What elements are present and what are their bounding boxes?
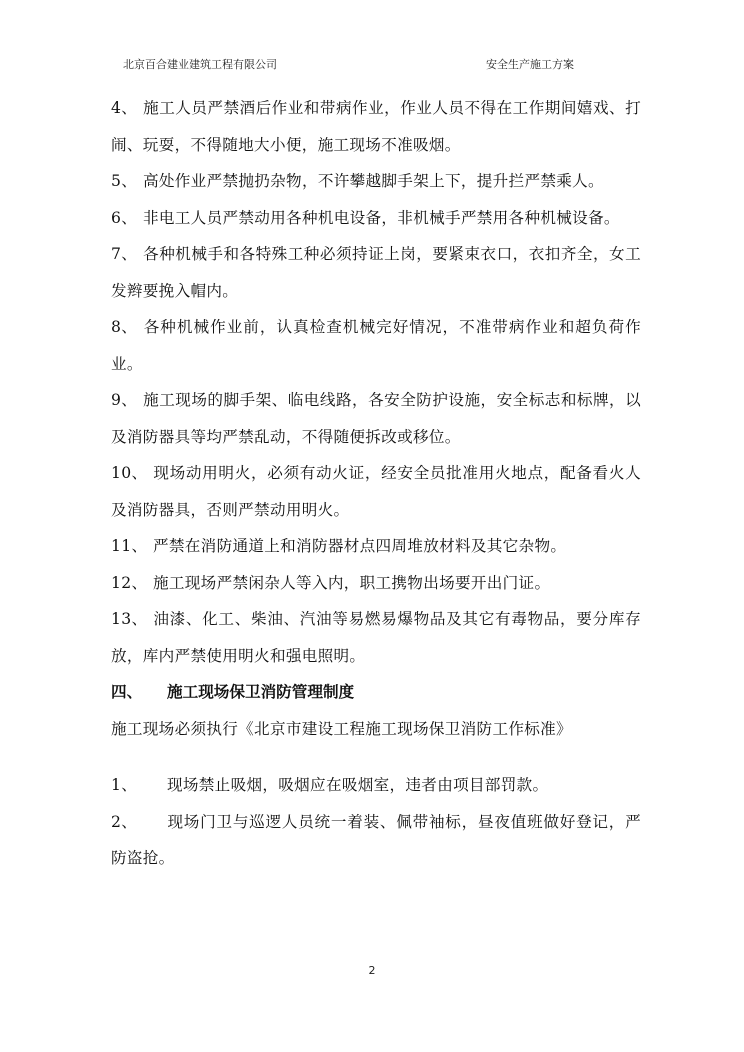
rule-number: 13、 bbox=[111, 610, 148, 628]
rule-number: 7、 bbox=[111, 245, 138, 263]
section-item bbox=[111, 804, 641, 877]
rule-number: 8、 bbox=[111, 318, 138, 336]
section-title: 施工现场保卫消防管理制度 bbox=[167, 683, 355, 701]
section-number: 四、 bbox=[111, 683, 143, 701]
rule-text: 施工现场的脚手架、临电线路，各安全防护设施，安全标志和标牌，以及消防器具等均严禁乱动，不得随便拆改或移位。 bbox=[111, 391, 641, 446]
section-item-number: 1、 bbox=[111, 776, 138, 794]
rule-text: 施工人员严禁酒后作业和带病作业，作业人员不得在工作期间嬉戏、打闹、玩耍，不得随地大小便，施工现场不准吸烟。 bbox=[111, 99, 641, 154]
rule-text: 严禁在消防通道上和消防器材点四周堆放材料及其它杂物。 bbox=[153, 537, 567, 555]
section-heading bbox=[111, 674, 641, 711]
section-item-text: 现场禁止吸烟，吸烟应在吸烟室，违者由项目部罚款。 bbox=[167, 776, 549, 794]
page-header bbox=[0, 56, 744, 76]
section-item-text: 现场门卫与巡逻人员统一着装、佩带袖标，昼夜值班做好登记，严防盗抢。 bbox=[111, 812, 641, 867]
header-document-title: 安全生产施工方案 bbox=[486, 58, 574, 71]
rule-text: 非电工人员严禁动用各种机电设备，非机械手严禁用各种机械设备。 bbox=[143, 208, 620, 227]
section-item-number: 2、 bbox=[111, 812, 138, 831]
rule-text: 现场动用明火，必须有动火证，经安全员批准用火地点，配备看火人及消防器具，否则严禁动用明火。 bbox=[111, 464, 641, 519]
rule-number: 12、 bbox=[111, 573, 148, 592]
header-company-name: 北京百合建业建筑工程有限公司 bbox=[123, 58, 277, 71]
rule-item bbox=[111, 382, 641, 455]
rule-item bbox=[111, 565, 641, 602]
section-item bbox=[111, 767, 641, 804]
rule-item bbox=[111, 90, 641, 163]
paragraph-gap bbox=[111, 747, 641, 767]
rule-text: 施工现场严禁闲杂人等入内，职工携物出场要开出门证。 bbox=[153, 573, 551, 592]
rule-item bbox=[111, 200, 641, 237]
section-intro: 施工现场必须执行《北京市建设工程施工现场保卫消防工作标准》 bbox=[111, 719, 572, 738]
rule-number: 11、 bbox=[111, 537, 148, 555]
rule-text: 各种机械作业前，认真检查机械完好情况，不准带病作业和超负荷作业。 bbox=[111, 318, 641, 373]
rule-item bbox=[111, 236, 641, 309]
rule-item bbox=[111, 455, 641, 528]
rule-number: 6、 bbox=[111, 208, 138, 227]
page-number: 2 bbox=[368, 964, 376, 977]
rule-text: 各种机械手和各特殊工种必须持证上岗，要紧束衣口，衣扣齐全，女工发辫要挽入帽内。 bbox=[111, 245, 641, 300]
rule-text: 高处作业严禁抛扔杂物，不许攀越脚手架上下，提升拦严禁乘人。 bbox=[143, 172, 604, 190]
rule-number: 10、 bbox=[111, 464, 148, 482]
rule-number: 4、 bbox=[111, 99, 138, 117]
rule-number: 9、 bbox=[111, 391, 138, 409]
document-body bbox=[111, 90, 641, 877]
rule-item bbox=[111, 163, 641, 200]
rule-item bbox=[111, 601, 641, 674]
rule-item bbox=[111, 528, 641, 565]
rule-text: 油漆、化工、柴油、汽油等易燃易爆物品及其它有毒物品，要分库存放，库内严禁使用明火和强电照明。 bbox=[111, 610, 641, 665]
rule-number: 5、 bbox=[111, 172, 138, 190]
rule-item bbox=[111, 309, 641, 382]
